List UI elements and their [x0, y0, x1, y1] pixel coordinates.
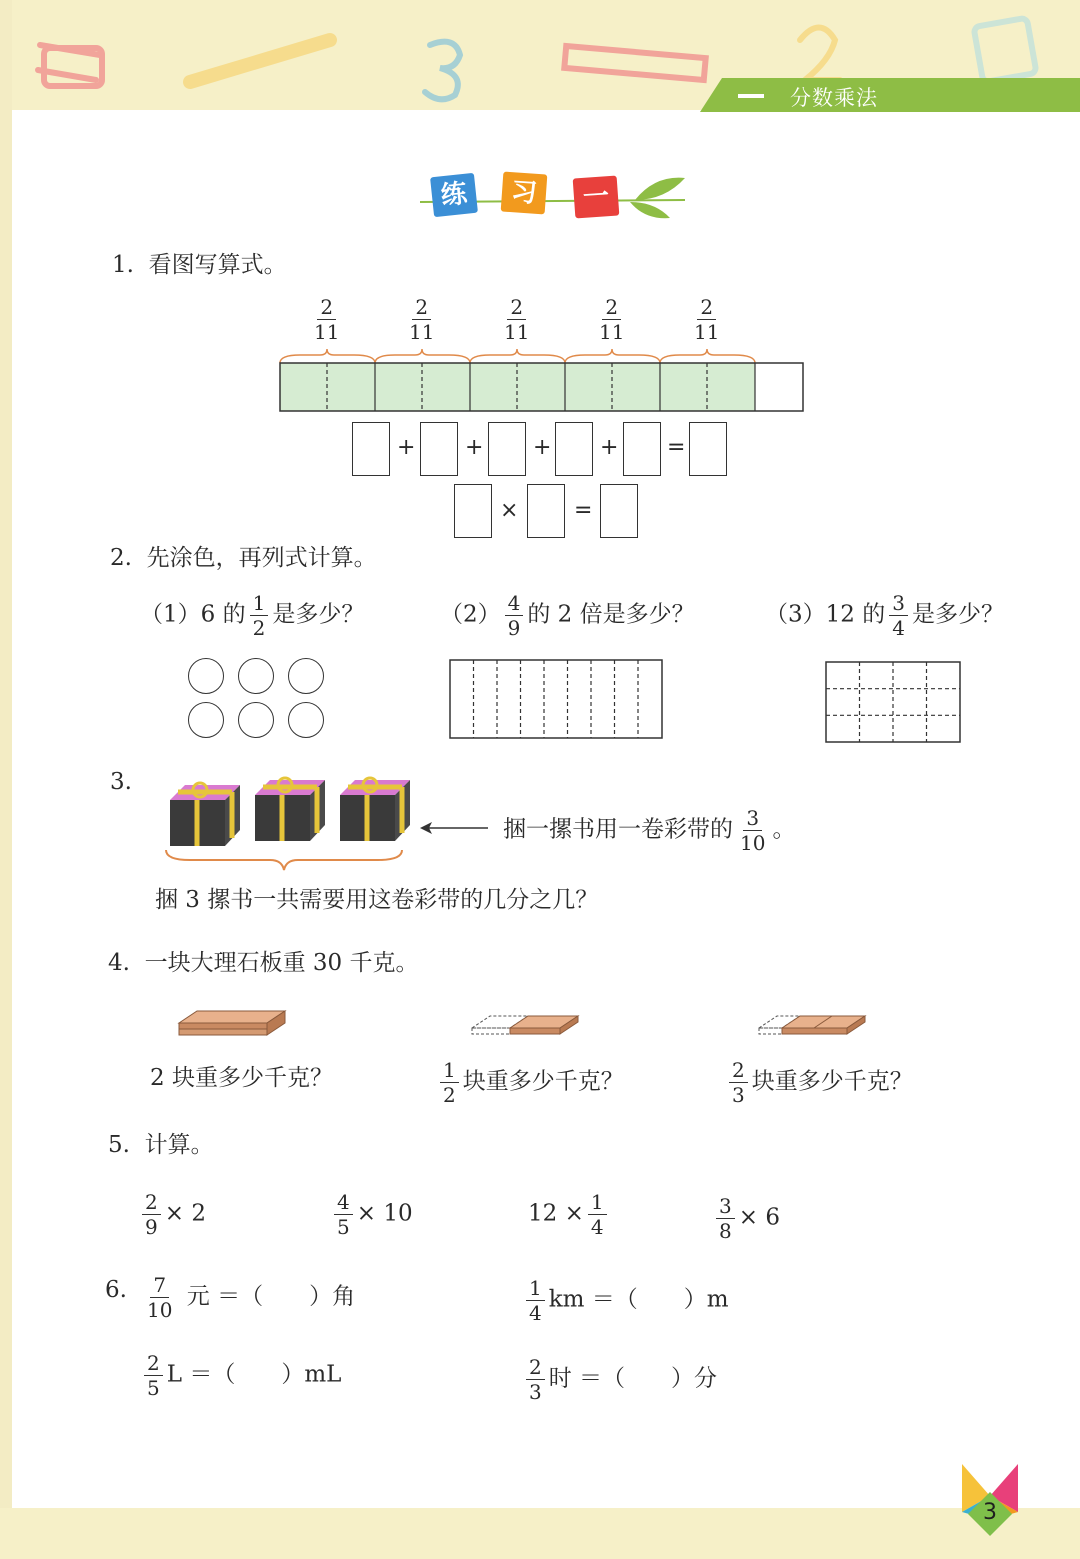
- q2-number: 2.: [110, 545, 132, 571]
- q6-conv-1: $\frac{7}{10}$ 元 ＝（ ）角: [147, 1273, 356, 1322]
- q5-number: 5.: [108, 1132, 130, 1158]
- q6-conv-4: $\frac{2}{3}$ 时 ＝（ ）分: [522, 1357, 717, 1402]
- q1-text: 看图写算式。: [148, 252, 287, 278]
- q1-answer-box-8[interactable]: [527, 484, 565, 538]
- q1-answer-box-6[interactable]: [689, 422, 727, 476]
- q1-plus-3: +: [533, 435, 552, 460]
- q4-part-b: $\frac{1}{2}$ 块重多少千克？: [436, 1060, 624, 1105]
- q2-circle[interactable]: [288, 658, 324, 694]
- q5-expr-2: $\frac{4}{5}$ × 10: [330, 1192, 413, 1237]
- badge-xi: 习: [501, 172, 548, 215]
- q2-part-3: （3）12 的 $\frac{3}{4}$ 是多少？: [765, 591, 1004, 640]
- q1-answer-box-5[interactable]: [623, 422, 661, 476]
- marble-slab-half-icon: [468, 1010, 583, 1038]
- q1-fraction-1: $\frac{2}{11}$: [314, 295, 340, 344]
- q2-circle[interactable]: [188, 702, 224, 738]
- q4-part-c: $\frac{2}{3}$ 块重多少千克？: [725, 1060, 913, 1105]
- q1-answer-box-9[interactable]: [600, 484, 638, 538]
- q1-fraction-2: $\frac{2}{11}$: [409, 295, 435, 344]
- q1-times: ×: [500, 498, 519, 523]
- q6-conv-2: $\frac{1}{4}$ km ＝（ ）m: [522, 1278, 729, 1323]
- q3-number: 3.: [110, 769, 132, 795]
- q4-number: 4.: [108, 950, 130, 976]
- q1-bar-diagram: [270, 345, 815, 417]
- q2-text: 先涂色，再列式计算。: [146, 545, 377, 571]
- q5-expr-4: $\frac{3}{8}$ × 6: [712, 1196, 780, 1241]
- q1-answer-box-2[interactable]: [420, 422, 458, 476]
- q1-answer-box-4[interactable]: [555, 422, 593, 476]
- q2-rect-twelfths[interactable]: [824, 660, 964, 746]
- q6-conv-3: $\frac{2}{5}$ L ＝（ ）mL: [140, 1353, 341, 1398]
- q5-stem: [108, 1130, 214, 1160]
- q2-circle[interactable]: [238, 658, 274, 694]
- left-margin-band: [0, 0, 12, 1559]
- q2-rect-ninths[interactable]: [448, 658, 666, 742]
- q2-circle[interactable]: [238, 702, 274, 738]
- q1-fraction-5: $\frac{2}{11}$: [694, 295, 720, 344]
- q1-stem: [112, 250, 287, 280]
- q1-equals-1: =: [667, 435, 686, 460]
- q1-plus-1: +: [397, 435, 416, 460]
- q4-stem: [108, 948, 418, 978]
- q3-question: 捆 3 摞书一共需要用这卷彩带的几分之几？: [155, 887, 599, 913]
- q4-part-a: 2 块重多少千克？: [150, 1065, 333, 1091]
- q1-number: 1.: [112, 252, 134, 278]
- q2-circle[interactable]: [288, 702, 324, 738]
- q2-circle[interactable]: [188, 658, 224, 694]
- q1-answer-box-3[interactable]: [488, 422, 526, 476]
- q5-expr-1: $\frac{2}{9}$ × 2: [138, 1192, 206, 1237]
- q6-number: 6.: [105, 1277, 127, 1303]
- q3-note: 捆一摞书用一卷彩带的 $\frac{3}{10}$ 。: [503, 806, 796, 855]
- q4-text: 一块大理石板重 30 千克。: [144, 950, 419, 976]
- marble-slabs-two-icon: [175, 1005, 290, 1039]
- q1-plus-4: +: [600, 435, 619, 460]
- footer-band: [0, 1508, 1080, 1559]
- q1-answer-box-1[interactable]: [352, 422, 390, 476]
- gift-books-icon: [160, 770, 410, 880]
- q1-answer-box-7[interactable]: [454, 484, 492, 538]
- chapter-number: [738, 94, 764, 98]
- q1-plus-2: +: [465, 435, 484, 460]
- badge-yi: 一: [573, 176, 620, 219]
- q5-expr-3: 12 × $\frac{1}{4}$: [528, 1192, 611, 1237]
- badge-lian: 练: [430, 173, 478, 217]
- page-number: 3: [983, 1500, 997, 1525]
- chapter-title: 分数乘法: [790, 86, 878, 110]
- q1-fraction-4: $\frac{2}{11}$: [599, 295, 625, 344]
- q1-equals-2: =: [574, 498, 593, 523]
- q5-text: 计算。: [144, 1132, 214, 1158]
- q2-part-1: （1）6 的 $\frac{1}{2}$ 是多少？: [140, 591, 365, 640]
- q2-part-2: （2） $\frac{4}{9}$ 的 2 倍是多少？: [440, 591, 695, 640]
- q2-stem: [110, 543, 377, 573]
- marble-slab-thirds-icon: [755, 1010, 870, 1038]
- left-arrow-icon: [418, 818, 490, 838]
- q1-fraction-3: $\frac{2}{11}$: [504, 295, 530, 344]
